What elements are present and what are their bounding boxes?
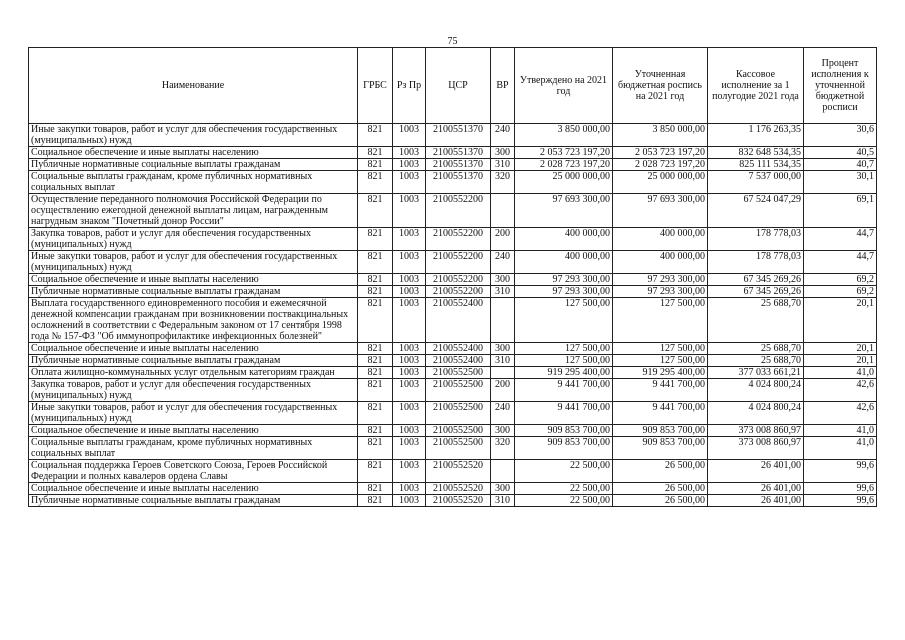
row-cash: 178 778,03 bbox=[708, 251, 804, 274]
header-name: Наименование bbox=[29, 48, 358, 124]
row-rzpr: 1003 bbox=[393, 379, 426, 402]
row-approved: 2 053 723 197,20 bbox=[515, 147, 613, 159]
row-csr: 2100552200 bbox=[426, 286, 491, 298]
row-approved: 97 293 300,00 bbox=[515, 274, 613, 286]
row-name: Оплата жилищно-коммунальных услуг отдельным категориям граждан bbox=[29, 367, 358, 379]
page-number: 75 bbox=[447, 36, 458, 47]
row-rzpr: 1003 bbox=[393, 460, 426, 483]
row-vr: 320 bbox=[491, 171, 515, 194]
row-approved: 97 293 300,00 bbox=[515, 286, 613, 298]
row-csr: 2100551370 bbox=[426, 171, 491, 194]
table-row bbox=[29, 495, 877, 507]
row-name: Социальное обеспечение и иные выплаты населению bbox=[29, 425, 358, 437]
row-percent: 20,1 bbox=[804, 343, 877, 355]
row-grbs: 821 bbox=[358, 483, 393, 495]
row-rzpr: 1003 bbox=[393, 355, 426, 367]
row-approved: 9 441 700,00 bbox=[515, 379, 613, 402]
row-csr: 2100552520 bbox=[426, 483, 491, 495]
row-cash: 67 345 269,26 bbox=[708, 274, 804, 286]
row-grbs: 821 bbox=[358, 460, 393, 483]
row-percent: 69,1 bbox=[804, 194, 877, 228]
row-csr: 2100552200 bbox=[426, 274, 491, 286]
row-csr: 2100552400 bbox=[426, 343, 491, 355]
table-row bbox=[29, 460, 877, 483]
budget-table bbox=[28, 47, 877, 507]
row-cash: 67 345 269,26 bbox=[708, 286, 804, 298]
row-name: Социальное обеспечение и иные выплаты населению bbox=[29, 483, 358, 495]
row-rzpr: 1003 bbox=[393, 367, 426, 379]
table-row bbox=[29, 194, 877, 228]
header-vr: ВР bbox=[491, 48, 515, 124]
row-grbs: 821 bbox=[358, 343, 393, 355]
row-vr: 240 bbox=[491, 251, 515, 274]
row-percent: 20,1 bbox=[804, 298, 877, 343]
row-refined: 97 693 300,00 bbox=[613, 194, 708, 228]
row-cash: 25 688,70 bbox=[708, 298, 804, 343]
row-csr: 2100552400 bbox=[426, 298, 491, 343]
row-rzpr: 1003 bbox=[393, 425, 426, 437]
row-rzpr: 1003 bbox=[393, 402, 426, 425]
row-grbs: 821 bbox=[358, 425, 393, 437]
row-vr bbox=[491, 367, 515, 379]
table-row bbox=[29, 286, 877, 298]
row-name: Социальные выплаты гражданам, кроме публичных нормативных социальных выплат bbox=[29, 171, 358, 194]
row-cash: 4 024 800,24 bbox=[708, 402, 804, 425]
row-name: Социальная поддержка Героев Советского Союза, Героев Российской Федерации и полных кавалеров ордена Славы bbox=[29, 460, 358, 483]
row-rzpr: 1003 bbox=[393, 437, 426, 460]
row-grbs: 821 bbox=[358, 402, 393, 425]
row-cash: 377 033 661,21 bbox=[708, 367, 804, 379]
row-name: Иные закупки товаров, работ и услуг для обеспечения государственных (муниципальных) нужд bbox=[29, 124, 358, 147]
row-refined: 909 853 700,00 bbox=[613, 425, 708, 437]
row-csr: 2100552520 bbox=[426, 495, 491, 507]
row-percent: 42,6 bbox=[804, 379, 877, 402]
row-vr: 310 bbox=[491, 355, 515, 367]
row-vr: 300 bbox=[491, 147, 515, 159]
row-name: Выплата государственного единовременного пособия и ежемесячной денежной компенсации гражданам при возникновении поствакцинальных осложнений в соответствии с Федеральным законом от 17 сентября 1998 года № 157-ФЗ "Об иммунопрофилактике инфекционных болезней" bbox=[29, 298, 358, 343]
row-approved: 22 500,00 bbox=[515, 495, 613, 507]
row-approved: 3 850 000,00 bbox=[515, 124, 613, 147]
row-percent: 41,0 bbox=[804, 437, 877, 460]
row-rzpr: 1003 bbox=[393, 298, 426, 343]
row-approved: 22 500,00 bbox=[515, 460, 613, 483]
row-percent: 30,6 bbox=[804, 124, 877, 147]
row-refined: 26 500,00 bbox=[613, 495, 708, 507]
row-csr: 2100552200 bbox=[426, 228, 491, 251]
table-row bbox=[29, 379, 877, 402]
row-grbs: 821 bbox=[358, 437, 393, 460]
row-cash: 373 008 860,97 bbox=[708, 437, 804, 460]
row-refined: 3 850 000,00 bbox=[613, 124, 708, 147]
row-cash: 825 111 534,35 bbox=[708, 159, 804, 171]
row-csr: 2100551370 bbox=[426, 147, 491, 159]
table-row bbox=[29, 425, 877, 437]
header-refined: Уточненная бюджетная роспись на 2021 год bbox=[613, 48, 708, 124]
table-row bbox=[29, 251, 877, 274]
header-approved: Утверждено на 2021 год bbox=[515, 48, 613, 124]
row-vr: 310 bbox=[491, 286, 515, 298]
header-rzpr: Рз Пр bbox=[393, 48, 426, 124]
row-rzpr: 1003 bbox=[393, 495, 426, 507]
row-csr: 2100552500 bbox=[426, 402, 491, 425]
row-vr: 200 bbox=[491, 228, 515, 251]
row-cash: 25 688,70 bbox=[708, 343, 804, 355]
table-row bbox=[29, 483, 877, 495]
row-percent: 41,0 bbox=[804, 367, 877, 379]
table-row bbox=[29, 124, 877, 147]
row-percent: 41,0 bbox=[804, 425, 877, 437]
row-vr: 310 bbox=[491, 159, 515, 171]
row-grbs: 821 bbox=[358, 147, 393, 159]
row-name: Осуществление переданного полномочия Российской Федерации по осуществлению ежегодной денежной выплаты лицам, награжденным нагрудным знаком "Почетный донор России" bbox=[29, 194, 358, 228]
row-name: Публичные нормативные социальные выплаты гражданам bbox=[29, 495, 358, 507]
row-cash: 67 524 047,29 bbox=[708, 194, 804, 228]
row-approved: 919 295 400,00 bbox=[515, 367, 613, 379]
row-grbs: 821 bbox=[358, 495, 393, 507]
row-refined: 2 053 723 197,20 bbox=[613, 147, 708, 159]
row-refined: 909 853 700,00 bbox=[613, 437, 708, 460]
row-percent: 99,6 bbox=[804, 483, 877, 495]
row-cash: 178 778,03 bbox=[708, 228, 804, 251]
row-refined: 127 500,00 bbox=[613, 343, 708, 355]
header-csr: ЦСР bbox=[426, 48, 491, 124]
row-refined: 919 295 400,00 bbox=[613, 367, 708, 379]
row-cash: 26 401,00 bbox=[708, 460, 804, 483]
row-approved: 909 853 700,00 bbox=[515, 437, 613, 460]
row-rzpr: 1003 bbox=[393, 286, 426, 298]
row-rzpr: 1003 bbox=[393, 194, 426, 228]
row-approved: 2 028 723 197,20 bbox=[515, 159, 613, 171]
row-percent: 42,6 bbox=[804, 402, 877, 425]
row-approved: 127 500,00 bbox=[515, 355, 613, 367]
table-row bbox=[29, 228, 877, 251]
row-percent: 99,6 bbox=[804, 460, 877, 483]
row-csr: 2100552500 bbox=[426, 367, 491, 379]
row-rzpr: 1003 bbox=[393, 171, 426, 194]
row-cash: 832 648 534,35 bbox=[708, 147, 804, 159]
row-refined: 25 000 000,00 bbox=[613, 171, 708, 194]
table-row bbox=[29, 355, 877, 367]
row-approved: 9 441 700,00 bbox=[515, 402, 613, 425]
row-approved: 25 000 000,00 bbox=[515, 171, 613, 194]
row-approved: 400 000,00 bbox=[515, 228, 613, 251]
row-name: Публичные нормативные социальные выплаты гражданам bbox=[29, 355, 358, 367]
header-grbs: ГРБС bbox=[358, 48, 393, 124]
row-percent: 44,7 bbox=[804, 228, 877, 251]
table-row bbox=[29, 159, 877, 171]
row-cash: 373 008 860,97 bbox=[708, 425, 804, 437]
row-name: Закупка товаров, работ и услуг для обеспечения государственных (муниципальных) нужд bbox=[29, 228, 358, 251]
row-rzpr: 1003 bbox=[393, 274, 426, 286]
table-row bbox=[29, 274, 877, 286]
row-csr: 2100552200 bbox=[426, 251, 491, 274]
row-refined: 400 000,00 bbox=[613, 251, 708, 274]
row-rzpr: 1003 bbox=[393, 251, 426, 274]
row-refined: 97 293 300,00 bbox=[613, 274, 708, 286]
table-row bbox=[29, 402, 877, 425]
row-rzpr: 1003 bbox=[393, 124, 426, 147]
row-name: Социальное обеспечение и иные выплаты населению bbox=[29, 147, 358, 159]
row-vr bbox=[491, 194, 515, 228]
row-percent: 69,2 bbox=[804, 286, 877, 298]
row-rzpr: 1003 bbox=[393, 228, 426, 251]
table-row bbox=[29, 298, 877, 343]
row-vr: 300 bbox=[491, 483, 515, 495]
row-percent: 20,1 bbox=[804, 355, 877, 367]
row-vr bbox=[491, 298, 515, 343]
row-grbs: 821 bbox=[358, 367, 393, 379]
row-csr: 2100552520 bbox=[426, 460, 491, 483]
row-grbs: 821 bbox=[358, 159, 393, 171]
row-approved: 909 853 700,00 bbox=[515, 425, 613, 437]
row-csr: 2100552200 bbox=[426, 194, 491, 228]
row-grbs: 821 bbox=[358, 251, 393, 274]
header-cash: Кассовое исполнение за 1 полугодие 2021 года bbox=[708, 48, 804, 124]
row-csr: 2100552500 bbox=[426, 425, 491, 437]
row-csr: 2100551370 bbox=[426, 159, 491, 171]
row-refined: 9 441 700,00 bbox=[613, 402, 708, 425]
table-row bbox=[29, 437, 877, 460]
row-grbs: 821 bbox=[358, 298, 393, 343]
row-percent: 99,6 bbox=[804, 495, 877, 507]
row-approved: 127 500,00 bbox=[515, 343, 613, 355]
row-grbs: 821 bbox=[358, 171, 393, 194]
row-grbs: 821 bbox=[358, 379, 393, 402]
row-csr: 2100551370 bbox=[426, 124, 491, 147]
row-refined: 2 028 723 197,20 bbox=[613, 159, 708, 171]
row-rzpr: 1003 bbox=[393, 147, 426, 159]
row-name: Публичные нормативные социальные выплаты гражданам bbox=[29, 159, 358, 171]
row-name: Иные закупки товаров, работ и услуг для обеспечения государственных (муниципальных) нужд bbox=[29, 402, 358, 425]
row-grbs: 821 bbox=[358, 355, 393, 367]
row-csr: 2100552500 bbox=[426, 379, 491, 402]
row-csr: 2100552400 bbox=[426, 355, 491, 367]
row-refined: 97 293 300,00 bbox=[613, 286, 708, 298]
row-rzpr: 1003 bbox=[393, 343, 426, 355]
row-cash: 26 401,00 bbox=[708, 483, 804, 495]
row-vr: 300 bbox=[491, 343, 515, 355]
row-refined: 26 500,00 bbox=[613, 483, 708, 495]
row-percent: 44,7 bbox=[804, 251, 877, 274]
row-vr: 300 bbox=[491, 425, 515, 437]
row-refined: 127 500,00 bbox=[613, 298, 708, 343]
row-percent: 30,1 bbox=[804, 171, 877, 194]
table-row bbox=[29, 171, 877, 194]
row-rzpr: 1003 bbox=[393, 483, 426, 495]
table-row bbox=[29, 343, 877, 355]
row-percent: 40,7 bbox=[804, 159, 877, 171]
row-name: Иные закупки товаров, работ и услуг для обеспечения государственных (муниципальных) нужд bbox=[29, 251, 358, 274]
row-approved: 127 500,00 bbox=[515, 298, 613, 343]
row-cash: 7 537 000,00 bbox=[708, 171, 804, 194]
row-vr: 320 bbox=[491, 437, 515, 460]
header-percent: Процент исполнения к уточненной бюджетной росписи bbox=[804, 48, 877, 124]
row-grbs: 821 bbox=[358, 194, 393, 228]
row-name: Публичные нормативные социальные выплаты гражданам bbox=[29, 286, 358, 298]
row-vr: 200 bbox=[491, 379, 515, 402]
row-cash: 26 401,00 bbox=[708, 495, 804, 507]
table-row bbox=[29, 147, 877, 159]
row-refined: 9 441 700,00 bbox=[613, 379, 708, 402]
row-percent: 40,5 bbox=[804, 147, 877, 159]
row-vr: 240 bbox=[491, 402, 515, 425]
row-vr: 310 bbox=[491, 495, 515, 507]
row-vr: 240 bbox=[491, 124, 515, 147]
row-vr: 300 bbox=[491, 274, 515, 286]
row-approved: 97 693 300,00 bbox=[515, 194, 613, 228]
row-name: Закупка товаров, работ и услуг для обеспечения государственных (муниципальных) нужд bbox=[29, 379, 358, 402]
row-refined: 26 500,00 bbox=[613, 460, 708, 483]
row-csr: 2100552500 bbox=[426, 437, 491, 460]
row-grbs: 821 bbox=[358, 124, 393, 147]
row-approved: 22 500,00 bbox=[515, 483, 613, 495]
row-vr bbox=[491, 460, 515, 483]
header-row bbox=[29, 48, 877, 124]
row-grbs: 821 bbox=[358, 228, 393, 251]
row-rzpr: 1003 bbox=[393, 159, 426, 171]
row-cash: 25 688,70 bbox=[708, 355, 804, 367]
row-refined: 400 000,00 bbox=[613, 228, 708, 251]
row-approved: 400 000,00 bbox=[515, 251, 613, 274]
row-refined: 127 500,00 bbox=[613, 355, 708, 367]
row-name: Социальные выплаты гражданам, кроме публичных нормативных социальных выплат bbox=[29, 437, 358, 460]
row-name: Социальное обеспечение и иные выплаты населению bbox=[29, 343, 358, 355]
row-cash: 4 024 800,24 bbox=[708, 379, 804, 402]
table-row bbox=[29, 367, 877, 379]
row-grbs: 821 bbox=[358, 274, 393, 286]
row-grbs: 821 bbox=[358, 286, 393, 298]
row-percent: 69,2 bbox=[804, 274, 877, 286]
row-name: Социальное обеспечение и иные выплаты населению bbox=[29, 274, 358, 286]
row-cash: 1 176 263,35 bbox=[708, 124, 804, 147]
